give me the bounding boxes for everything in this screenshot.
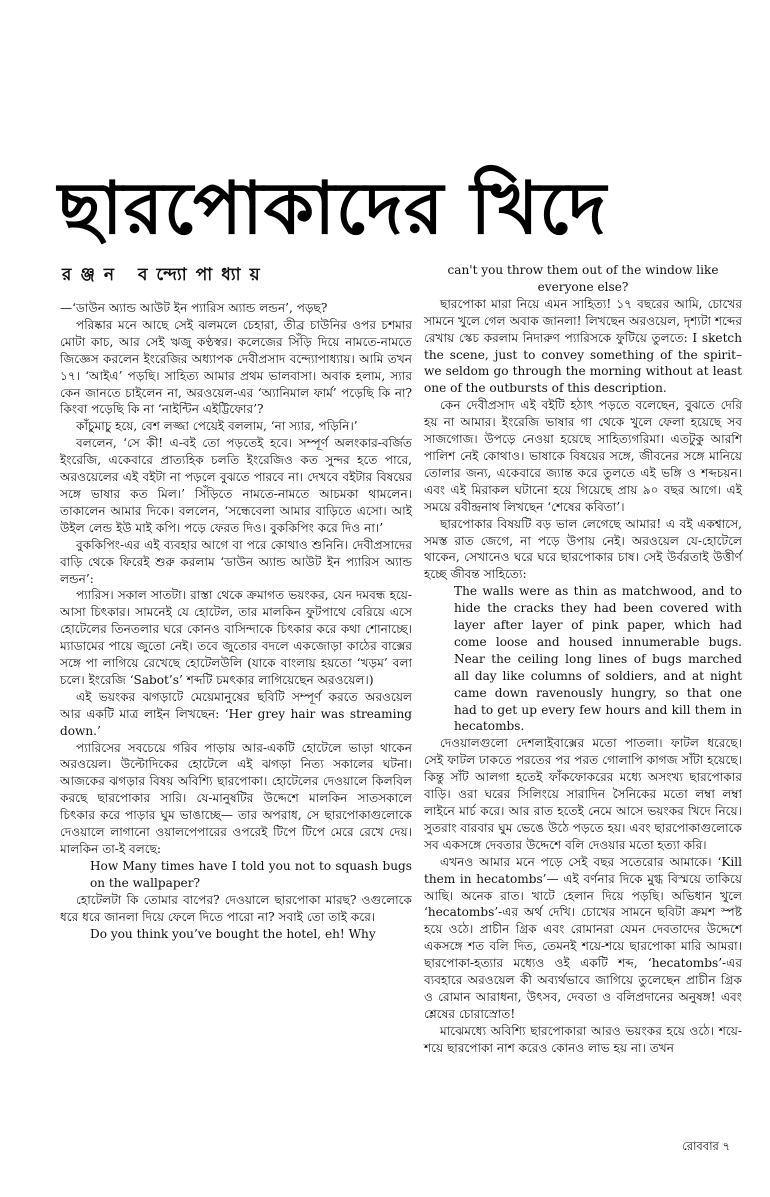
body-paragraph: হোটেলটা কি তোমার বাপের? দেওয়ালে ছারপোকা মারছ? ওগুলোকে ধরে ধরে জানলা দিয়ে ফেলে দিতে পারো না? সবাই তো তাই করে। (60, 892, 412, 924)
article-title: ছারপোকাদের খিদে (58, 166, 608, 250)
quoted-passage: How Many times have I told you not to squash bugs on the wallpaper? (90, 858, 412, 890)
body-paragraph: বুককিপিং-এর এই ব্যবহার আগে বা পরে কোথাও শুনিনি। দেবীপ্রসাদের বাড়ি থেকে ফিরেই শুরু করলাম ‘ডাউন অ্যান্ড আউট ইন প্যারিস অ্যান্ড লন্ডন’: (60, 537, 412, 586)
body-paragraph: কাঁচুমাচু হয়ে, বেশ লজ্জা পেয়েই বললাম, ‘না স্যার, পড়িনি।’ (76, 419, 358, 434)
page-footer: রোববার ৭ (682, 1139, 730, 1153)
article-author: রঞ্জন বন্দ্যোপাধ্যায় (62, 265, 269, 285)
quoted-passage: can't you throw them out of the window like everyone else? (447, 263, 719, 294)
body-paragraph: এখনও আমার মনে পড়ে সেই বছর সতেরোর আমাকে। ‘Kill them in hecatombs’— এই বর্ণনার দিকে মুগ্ধ বিস্ময়ে তাকিয়ে আছি। অনেক রাত। খাটে হেলান দিয়ে পড়ছি। অভিধান খুলে ‘hecatombs’-এর অর্থ দেখি। চোখের সামনে ছবিটা ক্রমশ স্পষ্ট হয়ে ওঠে। প্রাচীন গ্রিক এবং রোমানরা যেমন দেবতাদের উদ্দেশে একসঙ্গে শত বলি দিত, তেমনই শয়ে-শয়ে ছারপোকা মারি আমরা। ছারপোকা-হত্যার মধ্যেও ওই একটি শব্দ, ‘hecatombs’-এর ব্যবহারে অরওয়েল কী অব্যর্থভাবে জাগিয়ে তুলেছেন প্রাচীন গ্রিক ও রোমান আরাধনা, উৎসব, দেবতা ও বলিপ্রদানের অনুষঙ্গ! এবং শ্লেষের চোরাস্রোত! (424, 854, 742, 1021)
right-column (424, 262, 742, 1057)
quoted-passage: Do you think you’ve bought the hotel, eh! Why (90, 926, 376, 941)
body-paragraph: এই ভয়ংকর ঝগড়াটে মেয়েমানুষের ছবিটি সম্পূর্ণ করতে অরওয়েল আর একটি মাত্র লাইন লিখছেন: ‘Her grey hair was streaming down.’ (60, 689, 412, 738)
body-paragraph: প্যারিস। সকাল সাতটা। রাস্তা থেকে ক্রমাগত ভয়ংকর, যেন দমবন্ধ হয়ে-আসা চিৎকার। সামনেই যে হোটেল, তার মালকিন ফুটপাথে বেরিয়ে এসে হোটেলের তিনতলার ঘরে কোনও বাসিন্দাকে চিৎকার করে কথা শোনাচ্ছে। ম্যাডামের পায়ে জুতো নেই। তবে জুতোর বদলে একজোড়া কাঠের বাক্সের সঙ্গে পা লাগিয়ে রেখেছে হোটেলউলি (যাকে বাংলায় হয়তো ‘খড়ম’ বলা চলে। ইংরেজি ‘Sabot’s’ শব্দটি চমৎকার লাগিয়েছেন অরওয়েল।) (60, 588, 412, 687)
body-paragraph: বললেন, ‘সে কী! এ-বই তো পড়তেই হবে। সম্পূর্ণ অলংকার-বর্জিত ইংরেজি, একেবারে প্রাত্যহিক চলতি ইংরেজিও কত সুন্দর হতে পারে, অরওয়েলের এই বইটা না পড়লে বুঝতে পারবে না। দেখবে বইটার বিষয়ের সঙ্গে ভাষার কত মিল।’ সিঁড়িতে নামতে-নামতে আচমকা থামলেন। তাকালেন আমার দিকে। বললেন, ‘সন্ধেবেলা আমার বাড়িতে এসো। আই উইল লেন্ড ইউ মাই কপি। পড়ে ফেরত দিও। বুককিপিং করে দিও না।’ (60, 436, 412, 535)
body-paragraph: —‘ডাউন অ্যান্ড আউট ইন প্যারিস অ্যান্ড লন্ডন’, পড়ছ? (60, 301, 328, 315)
body-paragraph: ছারপোকার বিষয়টি বড় ভাল লেগেছে আমার! এ বই একশ্বাসে, সমস্ত রাত জেগে, না পড়ে উপায় নেই। অরওয়েল যে-হোটেলে থাকেন, সেখানেও ঘরে ঘরে ছারপোকার চাষ। সেই উর্বরতাই উত্তীর্ণ হচ্ছে জীবন্ত সাহিত্যে: (424, 516, 742, 582)
body-paragraph: ছারপোকা মারা নিয়ে এমন সাহিত্য! ১৭ বছরের আমি, চোখের সামনে খুলে গেল অবাক জানলা! লিখছেন অরওয়েল, দৃশ্যটা শব্দের রেখায় স্কেচ করলাম নিদারুণ প্যারিসকে ফুটিয়ে তুলতে: I sketch the scene, just to convey something of the spirit– we seldom go through the morning without at least one of the outbursts of this description. (424, 296, 742, 396)
body-paragraph: দেওয়ালগুলো দেশলাইবাক্সের মতো পাতলা। ফাটল ধরেছে। সেই ফাটল ঢাকতে পরতের পর পরত গোলাপি কাগজ সাঁটা হয়েছে। কিন্তু সাঁট আলগা হতেই ফাঁকফোকরের মধ্যে অসংখ্য ছারপোকার বাড়ি। ওরা ঘরের সিলিংয়ে সারাদিন সৈনিকের মতো লম্বা লম্বা লাইনে মার্চ করে। আর রাত হতেই নেমে আসে ভয়ংকর খিদে নিয়ে। সুতরাং বারবার ঘুম ভেঙে উঠে পড়তে হয়। এবং ছারপোকাগুলোকে সব একসঙ্গে দেবতার উদ্দেশে বলি দেওয়ার মতো হত্যা করি। (424, 736, 742, 852)
body-paragraph: মাঝেমধ্যে অবিশ্যি ছারপোকারা আরও ভয়ংকর হয়ে ওঠে। শয়ে-শয়ে ছারপোকা নাশ করেও কোনও লাভ হয় না। তখন (424, 1023, 742, 1055)
body-paragraph: পরিষ্কার মনে আছে সেই ঝলমলে চেহারা, তীব্র চাউনির ওপর চশমার মোটা কাচ, আর সেই ঋজু কণ্ঠস্বর। কলেজের সিঁড়ি দিয়ে নামতে-নামতে জিজ্ঞেস করলেন ইংরেজির অধ্যাপক দেবীপ্রসাদ বন্দ্যোপাধ্যায়। আমি তখন ১৭। ‘আইএ’ পড়ছি। সাহিত্য আমার প্রথম ভালবাসা। অবাক হলাম, স্যার কেন জানতে চাইলেন না, অরওয়েল-এর ‘অ্যানিমাল ফার্ম’ পড়েছি কি না? কিংবা পড়েছি কি না ‘নাইন্টিন এইট্টিফোর’? (60, 317, 412, 417)
quoted-passage: The walls were as thin as matchwood, and to hide the cracks they had been covered with layer after layer of pink paper, which had come loose and housed innumerable bugs. Near the ceiling long lines of bugs marched all day like columns of soldiers, and at night came down ravenously hungry, so that one had to get up every few hours and kill them in hecatombs. (454, 584, 742, 734)
left-column (60, 300, 412, 942)
body-paragraph: কেন দেবীপ্রসাদ এই বইটি হঠাৎ পড়তে বলেছেন, বুঝতে দেরি হয় না আমার। ইংরেজি ভাষার গা থেকে খুলে ফেলা হয়েছে সব সাজগোজ। উপড়ে নেওয়া হয়েছে সাহিত্যগরিমা। এতটুকু আরশি পালিশ নেই কোথাও। ভাষাকে বিষয়ের সঙ্গে, জীবনের সঙ্গে মানিয়ে তোলার জন্য, একেবারে জ্যান্ত করে তুলতে এই ভঙ্গি ও শব্দচয়ন। এবং এই মিরাকল ঘটানো হয়ে গিয়েছে প্রায় ৯০ বছর আগে। এই সময়ে রবীন্দ্রনাথ লিখছেন ‘শেষের কবিতা’। (424, 398, 742, 514)
body-paragraph: প্যারিসের সবচেয়ে গরিব পাড়ায় আর-একটি হোটেলে ভাড়া থাকেন অরওয়েল। উল্টোদিকের হোটেলে এই ঝগড়া নিত্য সকালের ঘটনা। আজকের ঝগড়ার বিষয় অবিশ্যি ছারপোকা। হোটেলের দেওয়ালে কিলবিল করছে ছারপোকার সারি। যে-মানুষটির উদ্দেশে মালকিন সাতসকালে চিৎকার করে পাড়ার ঘুম ভাঙাচ্ছে— তার অপরাধ, সে ছারপোকাগুলোকে দেওয়ালে লাগানো ওয়ালপেপারের ওপরেই টিপে টিপে মেরে রেখে দেয়। মালকিন তা-ই বলছে: (60, 740, 412, 856)
